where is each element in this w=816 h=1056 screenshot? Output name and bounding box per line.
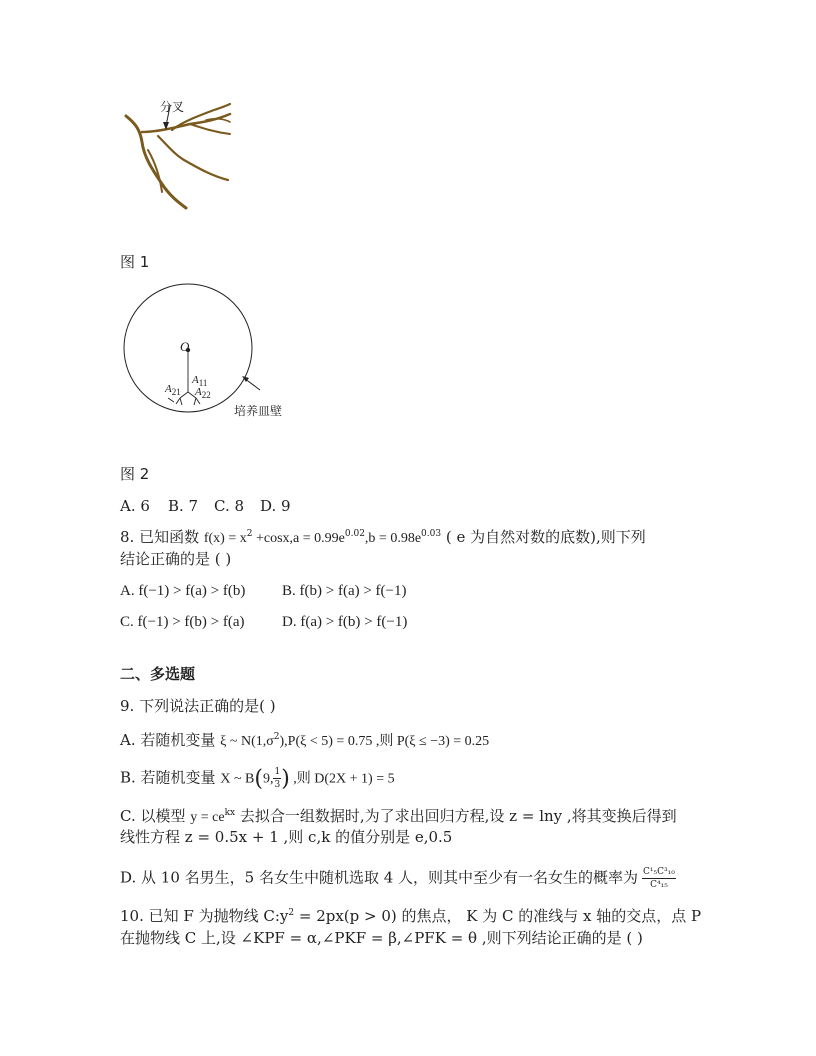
section-title: 二、多选题	[120, 665, 196, 683]
center-label: O	[180, 339, 190, 354]
petri-dish-figure	[118, 282, 308, 422]
q7-option-d: D. 9	[260, 497, 291, 515]
q9-option-a: A. 若随机变量 ξ ~ $N(1,\sigma^2),P(\xi < 5) = 0.75$ ,则 P(ξ ≤ −3) = 0.25	[120, 731, 490, 749]
q7-option-b: B. 7	[168, 497, 199, 515]
a22-label: $A_{22}$	[195, 386, 211, 400]
q8-stem-line1: 8. 已知函数 $f(x) = x^2 +\cos x,a = 0.99e^{0.02},b = 0.98e^{0.03}$ ( e 为自然对数的底数),则下列	[120, 528, 646, 546]
q8-stem-line2: 结论正确的是 ( )	[120, 550, 232, 568]
q7-option-c: C. 8	[214, 497, 245, 515]
wall-label: 培养皿壁	[234, 404, 283, 418]
q9-option-c-line2: 线性方程 z = 0.5x + 1 ,则 c,k 的值分别是 e,0.5	[120, 828, 453, 846]
q9-option-b: B. 若随机变量 X ~ B(9, $\frac{1}{3}$ ) ,则 D(2X + 1) = 5	[120, 766, 395, 792]
q8-option-d: D. f(a) > f(b) > f(−1)	[282, 614, 408, 630]
a11-label: $A_{11}$	[192, 374, 208, 388]
q9-option-d: D. 从 10 名男生，5 名女生中随机选取 4 人，则其中至少有一名女生的概率为 $\frac{\text{C¹₅C³₁₀}}{\text{C⁴₁₅}}$	[120, 867, 675, 890]
figure1-caption: 图 1	[120, 253, 150, 271]
branch-label: 分叉	[160, 100, 185, 114]
figure2-caption: 图 2	[120, 465, 150, 483]
q8-option-c: C. f(−1) > f(b) > f(a)	[120, 614, 245, 630]
q10-stem-line2: 在抛物线 C 上,设 ∠KPF = α,∠PKF = β,∠PFK = θ ,则下列结论正确的是 ( )	[120, 929, 643, 947]
q9-stem: 9. 下列说法正确的是( )	[120, 697, 276, 715]
q7-option-a: A. 6	[120, 497, 150, 515]
q8-option-b: B. f(b) > f(a) > f(−1)	[282, 583, 407, 599]
q8-option-a: A. f(−1) > f(a) > f(b)	[120, 583, 246, 599]
a21-label: $A_{21}$	[165, 383, 181, 397]
q10-stem-line1: 10. 已知 F 为抛物线 $C:y^2 = 2px(p > 0)$ 的焦点， K 为 C 的准线与 x 轴的交点，点 P	[120, 907, 702, 925]
q9-option-c-line1: C. 以模型 $y = ce^{kx}$ 去拟合一组数据时,为了求出回归方程,设 z = lny ,将其变换后得到	[120, 807, 677, 825]
